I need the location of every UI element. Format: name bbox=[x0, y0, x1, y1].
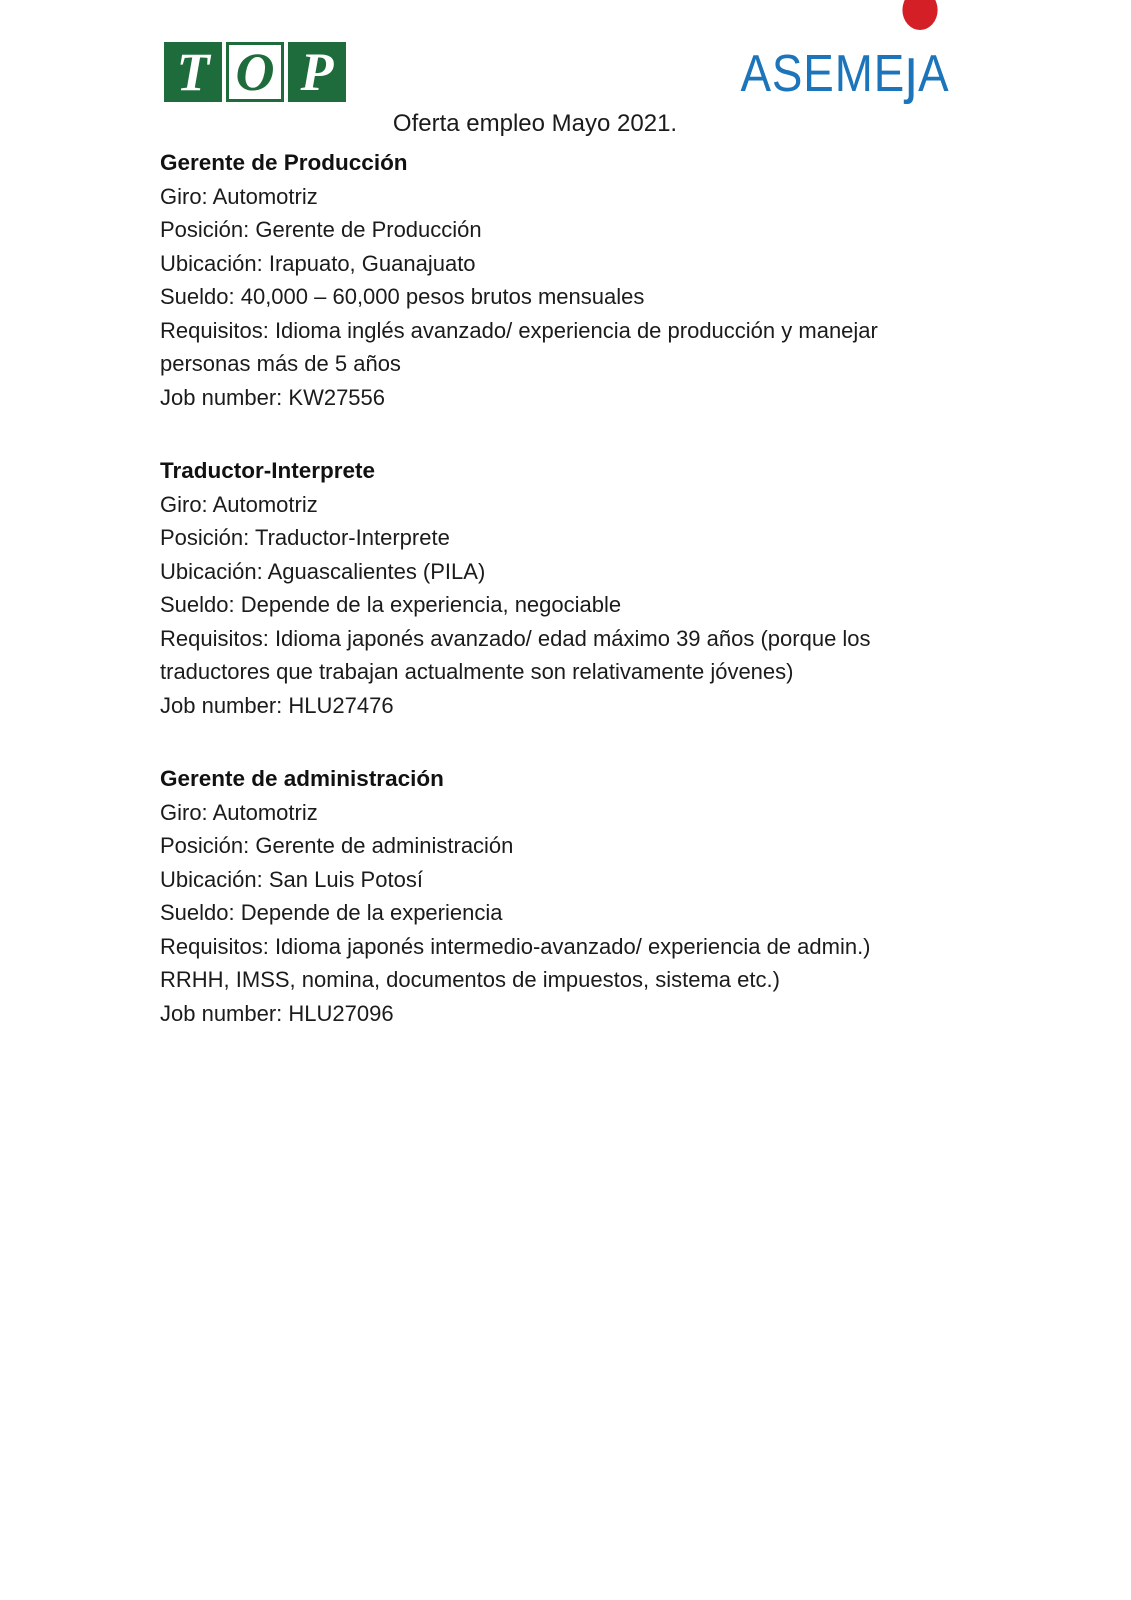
asemeja-logo-text-left: ASEME bbox=[740, 45, 906, 103]
job-line: Requisitos: Idioma japonés intermedio-avanzado/ experiencia de admin.) bbox=[160, 933, 871, 959]
job-line: Giro: Automotriz bbox=[160, 799, 318, 825]
asemeja-logo-j-glyph: ȷ bbox=[905, 36, 919, 105]
top-logo-letter-o-text: O bbox=[235, 42, 275, 102]
job-line: Sueldo: 40,000 – 60,000 pesos brutos mensuales bbox=[160, 284, 645, 309]
job-line: Sueldo: Depende de la experiencia, negociable bbox=[160, 592, 622, 617]
top-logo bbox=[164, 42, 346, 102]
top-logo-letter-t bbox=[164, 42, 222, 102]
job-line: traductores que trabajan actualmente son relativamente jóvenes) bbox=[160, 659, 794, 684]
asemeja-logo bbox=[740, 36, 950, 105]
document-title: Oferta empleo Mayo 2021. bbox=[392, 110, 678, 137]
job-section bbox=[160, 762, 950, 1030]
job-line: Ubicación: San Luis Potosí bbox=[160, 866, 423, 892]
job-line: Posición: Gerente de Producción bbox=[160, 217, 482, 242]
job-line: Job number: KW27556 bbox=[160, 384, 386, 410]
job-line: Giro: Automotriz bbox=[160, 491, 318, 517]
job-line: Requisitos: Idioma japonés avanzado/ edad máximo 39 años (porque los bbox=[160, 625, 871, 651]
job-line: Posición: Traductor-Interprete bbox=[160, 525, 450, 550]
job-section bbox=[160, 454, 950, 722]
job-line: Giro: Automotriz bbox=[160, 183, 318, 209]
job-line: Ubicación: Irapuato, Guanajuato bbox=[160, 250, 476, 276]
top-logo-letter-t-text: T bbox=[176, 42, 210, 102]
asemeja-logo-text-right: A bbox=[918, 45, 950, 103]
job-heading: Traductor-Interprete bbox=[160, 458, 376, 483]
top-logo-letter-o bbox=[226, 42, 284, 102]
job-heading: Gerente de administración bbox=[160, 766, 444, 791]
job-line: RRHH, IMSS, nomina, documentos de impuestos, sistema etc.) bbox=[160, 967, 780, 992]
top-logo-letter-p-text: P bbox=[300, 42, 334, 102]
job-line: Job number: HLU27476 bbox=[160, 692, 394, 718]
document-content bbox=[160, 108, 950, 1030]
job-line: personas más de 5 años bbox=[160, 351, 401, 376]
job-line: Posición: Gerente de administración bbox=[160, 833, 514, 858]
asemeja-red-dot-icon bbox=[903, 0, 938, 30]
top-logo-letter-p bbox=[288, 42, 346, 102]
job-section bbox=[160, 146, 950, 414]
job-line: Job number: HLU27096 bbox=[160, 1000, 394, 1026]
asemeja-logo-j bbox=[905, 36, 919, 105]
job-heading: Gerente de Producción bbox=[160, 150, 408, 175]
job-line: Requisitos: Idioma inglés avanzado/ experiencia de producción y manejar bbox=[160, 317, 878, 343]
job-sections bbox=[160, 146, 950, 1030]
job-line: Ubicación: Aguascalientes (PILA) bbox=[160, 558, 486, 584]
job-line: Sueldo: Depende de la experiencia bbox=[160, 900, 503, 925]
